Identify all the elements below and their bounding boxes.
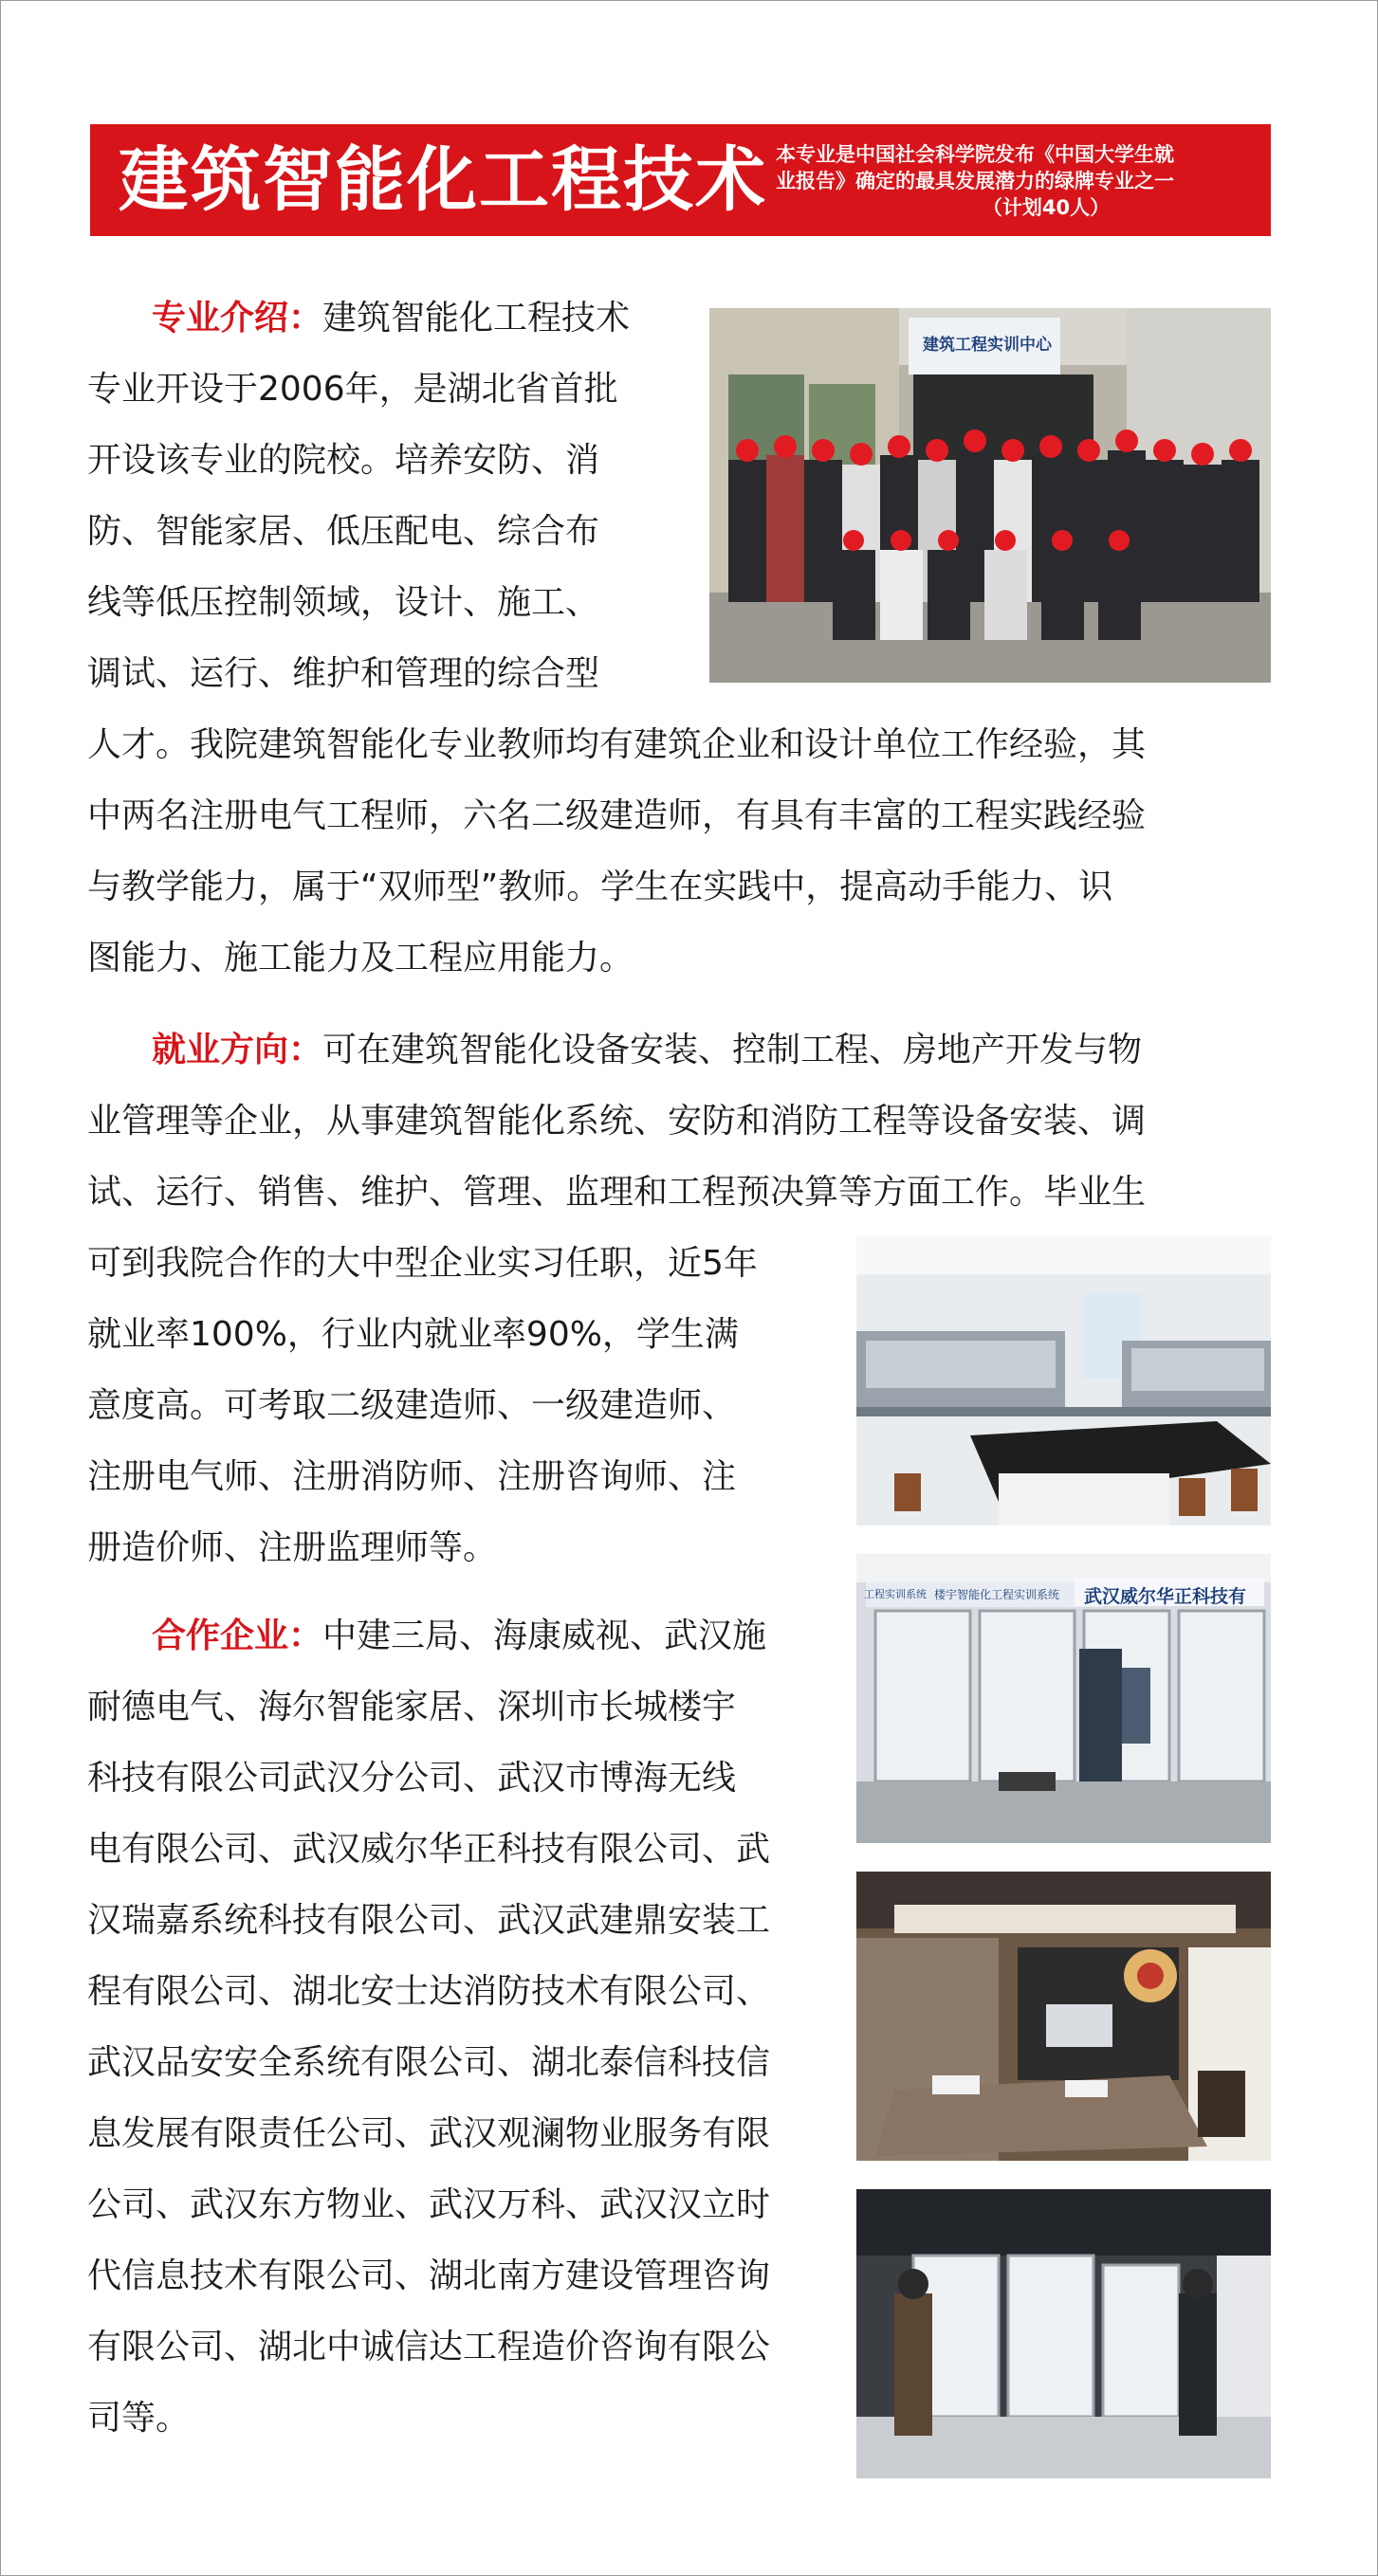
company-sign: 武汉威尔华正科技有 bbox=[1084, 1586, 1247, 1607]
banner-note-line: 业报告》确定的最具发展潜力的绿牌专业之一 bbox=[776, 170, 1174, 192]
career-line: 可到我院合作的大中型企业实习任职，近5年 bbox=[87, 1244, 758, 1283]
smart-home-photo bbox=[856, 1872, 1271, 2161]
banner-plan-count: （计划40人） bbox=[982, 196, 1111, 219]
career-line: 意度高。可考取二级建造师、一级建造师、 bbox=[87, 1386, 737, 1425]
page-title: 建筑智能化工程技术 bbox=[119, 139, 767, 221]
career-line: 可在建筑智能化设备安装、控制工程、房地产开发与物 bbox=[322, 1031, 1143, 1069]
career-line: 试、运行、销售、维护、管理、监理和工程预决算等方面工作。毕业生 bbox=[87, 1173, 1147, 1212]
partners-line: 中建三局、海康威视、武汉施 bbox=[322, 1617, 767, 1655]
partners-line: 公司、武汉东方物业、武汉万科、武汉汉立时 bbox=[87, 2185, 771, 2224]
partners-line: 武汉品安安全系统有限公司、湖北泰信科技信 bbox=[87, 2043, 771, 2082]
intro-line: 防、智能家居、低压配电、综合布 bbox=[87, 512, 600, 551]
partners-line: 电有限公司、武汉威尔华正科技有限公司、武 bbox=[87, 1830, 771, 1869]
banner-note bbox=[776, 141, 1259, 221]
partners-line: 科技有限公司武汉分公司、武汉市博海无线 bbox=[87, 1759, 737, 1798]
training-system-photo bbox=[856, 1554, 1271, 1843]
intro-section bbox=[87, 283, 1282, 994]
intro-line: 开设该专业的院校。培养安防、消 bbox=[87, 441, 600, 480]
practice-image bbox=[856, 2189, 1271, 2478]
partners-line: 汉瑞嘉系统科技有限公司、武汉武建鼎安装工 bbox=[87, 1901, 771, 1940]
intro-line: 人才。我院建筑智能化专业教师均有建筑企业和设计单位工作经验，其 bbox=[87, 725, 1147, 764]
career-line: 注册电气师、注册消防师、注册咨询师、注 bbox=[87, 1457, 737, 1496]
partners-line: 有限公司、湖北中诚信达工程造价咨询有限公 bbox=[87, 2328, 771, 2366]
partners-line: 代信息技术有限公司、湖北南方建设管理咨询 bbox=[87, 2256, 771, 2295]
partners-section bbox=[87, 1600, 846, 2454]
practice-photo bbox=[856, 2189, 1271, 2478]
career-section bbox=[87, 1014, 1282, 1583]
intro-line: 线等低压控制领域，设计、施工、 bbox=[87, 583, 600, 622]
system-sign-small: 工程实训系统 bbox=[864, 1588, 927, 1600]
career-line: 就业率100%，行业内就业率90%，学生满 bbox=[87, 1315, 739, 1354]
intro-line: 图能力、施工能力及工程应用能力。 bbox=[87, 939, 634, 977]
title-banner bbox=[90, 124, 1271, 236]
intro-line: 与教学能力，属于“双师型”教师。学生在实践中，提高动手能力、识 bbox=[87, 868, 1113, 906]
partners-line: 司等。 bbox=[87, 2399, 191, 2438]
partners-label: 合作企业： bbox=[152, 1617, 323, 1655]
career-line: 册造价师、注册监理师等。 bbox=[87, 1528, 498, 1567]
intro-line: 调试、运行、维护和管理的综合型 bbox=[87, 654, 600, 693]
intro-label: 专业介绍： bbox=[152, 299, 323, 338]
intro-line: 中两名注册电气工程师，六名二级建造师，有具有丰富的工程实践经验 bbox=[87, 796, 1147, 835]
partners-line: 耐德电气、海尔智能家居、深圳市长城楼宇 bbox=[87, 1688, 737, 1726]
career-line: 业管理等企业，从事建筑智能化系统、安防和消防工程等设备安装、调 bbox=[87, 1102, 1147, 1141]
system-sign-left: 楼宇智能化工程实训系统 bbox=[934, 1588, 1060, 1601]
banner-note-line: 本专业是中国社会科学院发布《中国大学生就 bbox=[776, 143, 1174, 166]
smart-home-image bbox=[856, 1872, 1271, 2161]
intro-line: 专业开设于2006年，是湖北省首批 bbox=[87, 370, 618, 409]
partners-line: 息发展有限责任公司、武汉观澜物业服务有限 bbox=[87, 2114, 771, 2153]
training-center-sign: 建筑工程实训中心 bbox=[923, 336, 1052, 355]
partners-line: 程有限公司、湖北安士达消防技术有限公司、 bbox=[87, 1972, 771, 2011]
career-label: 就业方向： bbox=[152, 1031, 323, 1069]
intro-line: 建筑智能化工程技术 bbox=[322, 299, 631, 338]
